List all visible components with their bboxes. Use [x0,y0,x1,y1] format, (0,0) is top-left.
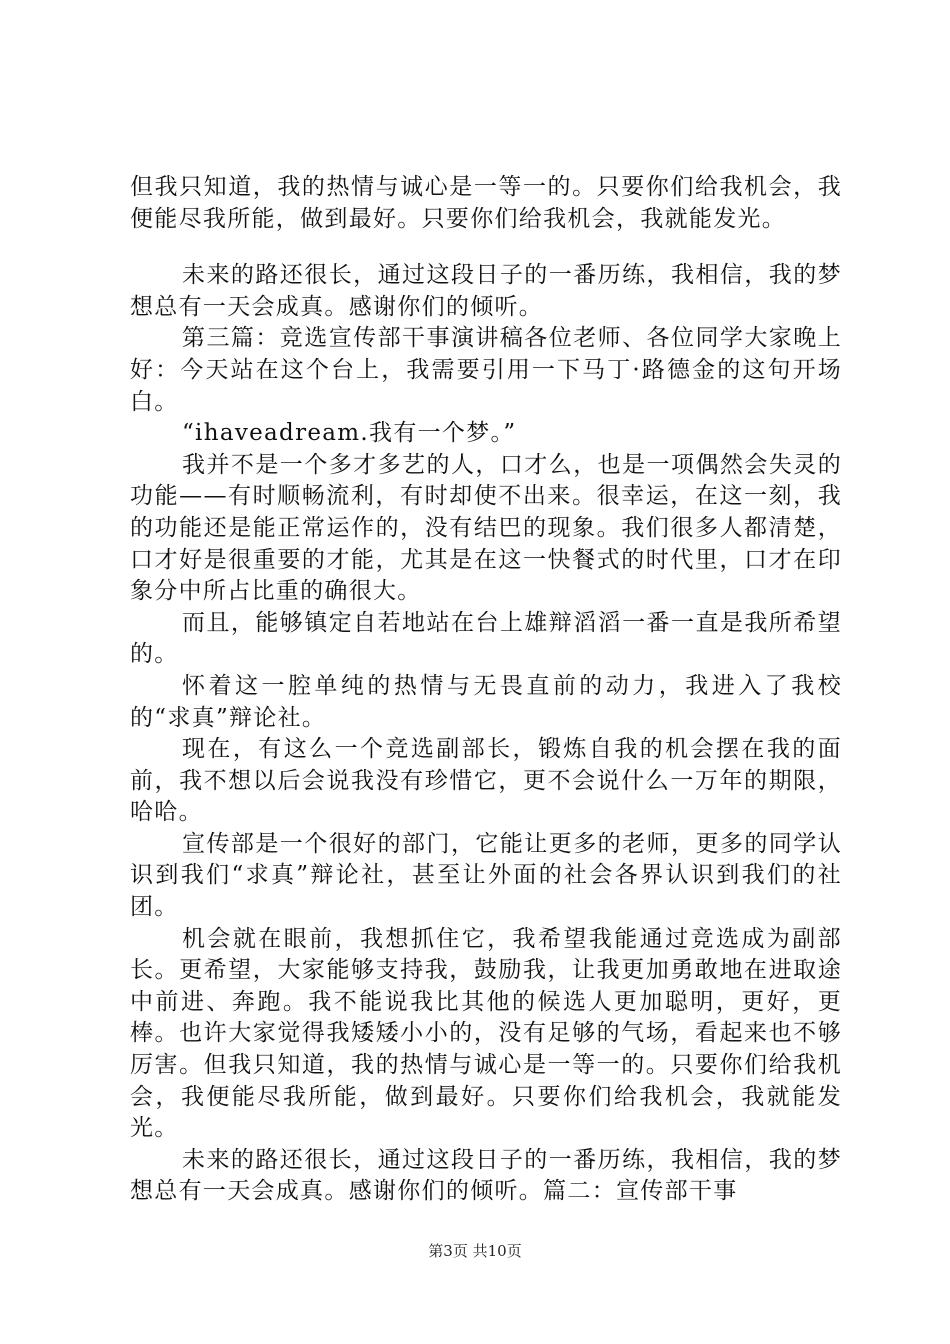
paragraph-opportunity: 现在，有这么一个竞选副部长，锻炼自我的机会摆在我的面前，我不想以后会说我没有珍惜它，更不会说什么一万年的期限，哈哈。 [130,736,842,826]
paragraph-ending: 未来的路还很长，通过这段日子的一番历练，我相信，我的梦想总有一天会成真。感谢你们的倾听。篇二：宣传部干事 [130,1146,842,1205]
paragraph-closing: 未来的路还很长，通过这段日子的一番历练，我相信，我的梦想总有一天会成真。感谢你们的倾听。 [130,262,842,320]
document-body [130,172,842,1208]
paragraph-continuation: 但我只知道，我的热情与诚心是一等一的。只要你们给我机会，我便能尽我所能，做到最好。只要你们给我机会，我就能发光。 [130,174,842,232]
paragraph-eloquence: 我并不是一个多才多艺的人，口才么，也是一项偶然会失灵的功能——有时顺畅流利，有时却使不出来。很幸运，在这一刻，我的功能还是能正常运作的，没有结巴的现象。我们很多人都清楚，口才好是很重要的才能，尤其是在这一快餐式的时代里，口才在印象分中所占比重的确很大。 [130,451,842,605]
paragraph-debate-club: 怀着这一腔单纯的热情与无畏直前的动力，我进入了我校的“求真”辩论社。 [130,672,842,731]
paragraph-campaign: 机会就在眼前，我想抓住它，我希望我能通过竞选成为副部长。更希望，大家能够支持我，鼓励我，让我更加勇敢地在进取途中前进、奔跑。我不能说我比其他的候选人更加聪明，更好，更棒。也许大家觉得我矮矮小小的，没有足够的气场，看起来也不够厉害。但我只知道，我的热情与诚心是一等一的。只要你们给我机会，我便能尽我所能，做到最好。只要你们给我机会，我就能发光。 [130,925,842,1142]
paragraph-section-heading: 第三篇：竞选宣传部干事演讲稿各位老师、各位同学大家晚上好：今天站在这个台上，我需要引用一下马丁·路德金的这句开场白。 [130,325,842,415]
paragraph-quote: “ihaveadream.我有一个梦。” [182,420,517,447]
paragraph-hope: 而且，能够镇定自若地站在台上雄辩滔滔一番一直是我所希望的。 [130,609,842,668]
paragraph-department: 宣传部是一个很好的部门，它能让更多的老师，更多的同学认识到我们“求真”辩论社，甚至让外面的社会各界认识到我们的社团。 [130,830,842,921]
page-number-footer: 第3页 共10页 [428,1242,522,1260]
